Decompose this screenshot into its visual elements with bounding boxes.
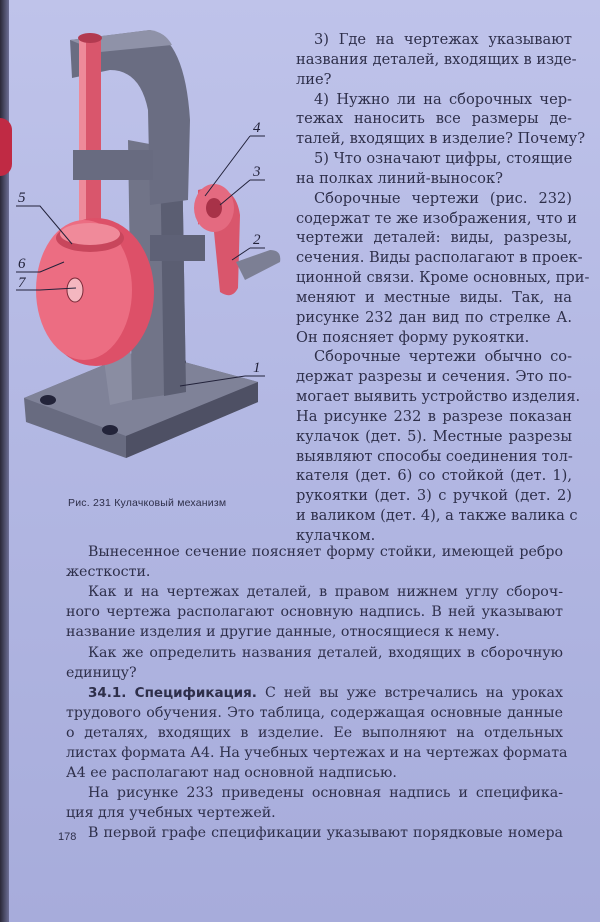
text-line: А4 ее располагают над основной надписью. bbox=[66, 765, 397, 782]
text-line: Сборочные чертежи (рис. 232) bbox=[314, 189, 572, 207]
text-line: 4) Нужно ли на сборочных чер- bbox=[314, 90, 572, 108]
text-line: Вынесенное сечение поясняет форму стойки, имеющей ребро bbox=[88, 544, 563, 560]
text-line: чертежи деталей: виды, разрезы, bbox=[296, 229, 572, 247]
label-7: 7 bbox=[18, 275, 26, 291]
text-line: 5) Что означают цифры, стоящие bbox=[314, 150, 573, 168]
text-line: ционной связи. Кроме основных, при- bbox=[296, 269, 590, 287]
text-line: На рисунке 232 в разрезе показан bbox=[296, 407, 572, 425]
text-line: рукоятки (дет. 3) с ручкой (дет. 2) bbox=[296, 487, 572, 505]
text-line: кулачком. bbox=[296, 527, 376, 544]
text-line: и валиком (дет. 4), а также валика с bbox=[296, 507, 578, 525]
text-line: Сборочные чертежи обычно со- bbox=[314, 348, 572, 366]
label-2: 2 bbox=[253, 232, 261, 248]
label-6: 6 bbox=[18, 256, 26, 272]
text-line: В первой графе спецификации указывают порядковые номера bbox=[88, 825, 563, 842]
text-line: ного чертежа располагают основную надпись. В ней указывают bbox=[66, 604, 563, 621]
text-line: выявляют способы соединения тол- bbox=[296, 447, 573, 465]
label-5: 5 bbox=[18, 190, 26, 206]
text-line: единицу? bbox=[66, 664, 137, 681]
text-line: кателя (дет. 6) со стойкой (дет. 1), bbox=[296, 467, 572, 485]
text-line: о деталях, входящих в изделие. Ее выполняют на отдельных bbox=[66, 724, 563, 741]
text-line: могает выявить устройство изделия. bbox=[296, 388, 581, 406]
text-line: трудового обучения. Это таблица, содержащая основные данные bbox=[66, 704, 563, 721]
text-line: названия деталей, входящих в изде- bbox=[296, 50, 577, 68]
text-line: на полках линий-выносок? bbox=[296, 169, 503, 187]
label-3: 3 bbox=[253, 164, 261, 180]
text-line-rest: С ней вы уже встречались на уроках bbox=[256, 684, 563, 701]
text-line: содержат те же изображения, что и bbox=[296, 209, 577, 227]
text-line: рисунке 232 дан вид по стрелке А. bbox=[296, 308, 572, 326]
page-number: 178 bbox=[58, 831, 77, 843]
text-line: держат разрезы и сечения. Это по- bbox=[296, 368, 572, 386]
text-line: 3) Где на чертежах указывают bbox=[314, 31, 572, 48]
text-line: На рисунке 233 приведены основная надпись и специфика- bbox=[88, 785, 563, 802]
text-line: жесткости. bbox=[66, 564, 151, 581]
text-line: название изделия и другие данные, относящиеся к нему. bbox=[66, 624, 500, 641]
text-line: талей, входящих в изделие? Почему? bbox=[296, 130, 586, 148]
text-line: Он поясняет форму рукоятки. bbox=[296, 328, 530, 346]
text-line bbox=[88, 684, 563, 702]
text-line: меняют и местные виды. Так, на bbox=[296, 288, 572, 306]
text-line: кулачок (дет. 5). Местные разрезы bbox=[296, 427, 572, 445]
label-4: 4 bbox=[253, 120, 261, 136]
crank-knob bbox=[236, 250, 280, 280]
text-line: листах формата А4. На учебных чертежах и на чертежах формата bbox=[66, 745, 568, 761]
text-line: тежах наносить все размеры де- bbox=[296, 110, 572, 128]
figure-caption: Рис. 231 Кулачковый механизм bbox=[68, 497, 227, 509]
text-line: ция для учебных чертежей. bbox=[66, 805, 276, 822]
section-heading: 34.1. Спецификация. bbox=[88, 684, 257, 701]
text-line: Как же определить названия деталей, входящих в сборочную bbox=[88, 644, 563, 661]
text-line: Как и на чертежах деталей, в правом нижнем углу сбороч- bbox=[88, 584, 563, 601]
text-line: лие? bbox=[296, 70, 332, 88]
label-1: 1 bbox=[253, 360, 261, 376]
cam-mechanism-illustration bbox=[0, 0, 300, 500]
text-line: сечения. Виды располагают в проек- bbox=[296, 249, 583, 267]
